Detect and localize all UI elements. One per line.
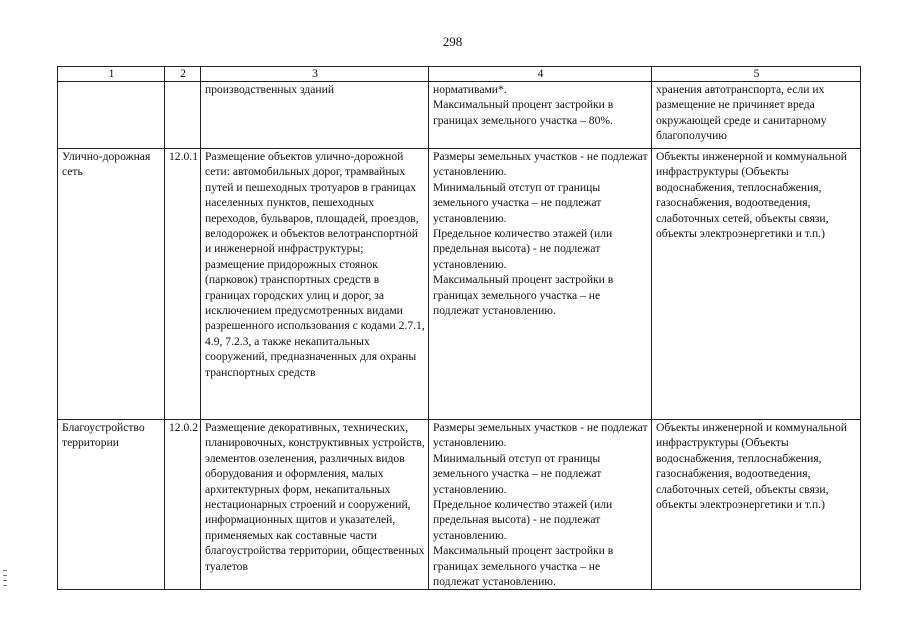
header-col-5: 5 bbox=[652, 67, 861, 82]
notes-cell: Объекты инженерной и коммунальной инфраструктуры (Объекты водоснабжения, теплоснабжения, газоснабжения, водоотведения, слаботочных сетей, объекты связи, объекты электроэнергетики и т.п.) bbox=[652, 420, 861, 590]
header-col-4: 4 bbox=[429, 67, 652, 82]
notes-cell: хранения автотранспорта, если их размещение не причиняет вреда окружающей среде и санитарному благополучию bbox=[652, 82, 861, 149]
use-code-cell bbox=[165, 82, 201, 149]
notes-cell: Объекты инженерной и коммунальной инфраструктуры (Объекты водоснабжения, теплоснабжения, газоснабжения, водоотведения, слаботочных сетей, объекты связи, объекты электроэнергетики и т.п.) bbox=[652, 149, 861, 420]
description-cell: производственных зданий bbox=[201, 82, 429, 149]
description-cell: Размещение объектов улично-дорожной сети: автомобильных дорог, трамвайных путей и пешеходных тротуаров в границах населенных пунктов, пешеходных переходов, бульваров, площадей, проездов, велодорожек и объектов велотранспортной и инженерной инфраструктуры; размещение придорожных стоянок (парковок) транспортных средств в границах городских улиц и дорог, за исключением предусмотренных видами разрешенного использования с кодами 2.7.1, 4.9, 7.2.3, а также некапитальных сооружений, предназначенных для охраны транспортных средств bbox=[201, 149, 429, 420]
header-col-1: 1 bbox=[58, 67, 165, 82]
header-row bbox=[58, 67, 861, 82]
table-row bbox=[58, 82, 861, 149]
header-col-2: 2 bbox=[165, 67, 201, 82]
use-name-cell bbox=[58, 82, 165, 149]
parameters-cell: Размеры земельных участков - не подлежат установлению. Минимальный отступ от границы земельного участка – не подлежат установлению. Предельное количество этажей (или предельная высота) - не подлежат установлению. Максимальный процент застройки в границах земельного участка – не подлежат установлению. bbox=[429, 420, 652, 590]
use-code-cell: 12.0.1 bbox=[165, 149, 201, 420]
header-col-3: 3 bbox=[201, 67, 429, 82]
table-row bbox=[58, 149, 861, 420]
use-name-cell: Улично-дорожная сеть bbox=[58, 149, 165, 420]
description-cell: Размещение декоративных, технических, планировочных, конструктивных устройств, элементов озеленения, различных видов оборудования и оформления, малых архитектурных форм, некапитальных нестационарных строений и сооружений, информационных щитов и указателей, применяемых как составные части благоустройства территории, общественных туалетов bbox=[201, 420, 429, 590]
use-name-cell: Благоустройство территории bbox=[58, 420, 165, 590]
table-row bbox=[58, 420, 861, 590]
use-code-cell: 12.0.2 bbox=[165, 420, 201, 590]
parameters-cell: Размеры земельных участков - не подлежат установлению. Минимальный отступ от границы земельного участка – не подлежат установлению. Предельное количество этажей (или предельная высота) - не подлежат установлению. Максимальный процент застройки в границах земельного участка – не подлежат установлению. bbox=[429, 149, 652, 420]
parameters-cell: нормативами*. Максимальный процент застройки в границах земельного участка – 80%. bbox=[429, 82, 652, 149]
zoning-table bbox=[57, 66, 861, 590]
scan-margin-marks bbox=[3, 570, 7, 640]
page-number: 298 bbox=[442, 34, 463, 49]
